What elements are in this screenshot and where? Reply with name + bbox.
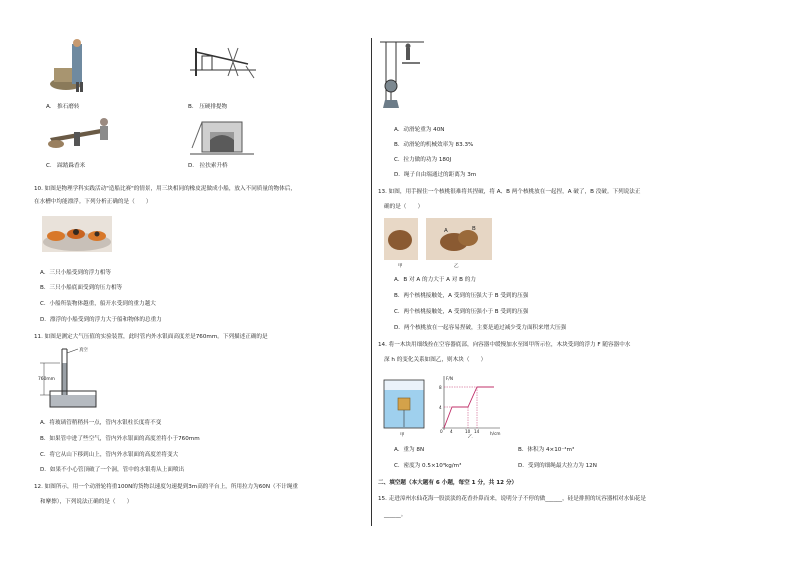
- axis-y-label: F/N: [446, 376, 453, 381]
- q12-option-c: C．拉力做的功为 180J: [394, 157, 452, 163]
- q14-option-c: C．密度为 0.5×10³kg/m³: [394, 463, 462, 469]
- label-walnut-a: A: [444, 228, 448, 234]
- q9-option-c: C. 踩踏跺香米: [46, 163, 86, 169]
- drawbridge-picture: [188, 118, 256, 156]
- q11-option-a: A．将玻璃管稍稍抖一点，管内水银柱长度将不变: [40, 420, 162, 426]
- millstone-picture: [46, 38, 92, 94]
- q10-option-c: C．小船所装物体越重，船开水受到的重力越大: [40, 301, 156, 307]
- q13-option-c: C．两个核桃接触处，A 受到的压强小于 B 受到的压强: [394, 309, 529, 315]
- rice-pounder-picture: [46, 116, 116, 150]
- q15-stem-1: 15. 走进漳州水仙花海一股淡淡的花香扑鼻而来，说明分子不停的做______，硅是排照的坑容器相对水仙花是: [378, 496, 646, 502]
- label-760mm: 760mm: [38, 377, 55, 382]
- tick-x14: 14: [474, 429, 480, 434]
- q13-option-a: A．B 对 A 的力大于 A 对 B 的力: [394, 277, 476, 283]
- q9-option-b: B. 压硬排提物: [188, 104, 228, 110]
- q13-option-b: B．两个核桃接触处，A 受到的压强大于 B 受到的压强: [394, 293, 529, 299]
- q9-option-a: A. 推石磨转: [46, 104, 80, 110]
- q14-option-a: A．重为 8N: [394, 447, 425, 453]
- tick-0: 0: [440, 429, 443, 434]
- q12-option-d: D．绳子自由端通过的距离为 3m: [394, 172, 477, 178]
- clay-boats-picture: [42, 216, 112, 252]
- q12-option-a: A．动滑轮重为 40N: [394, 127, 445, 133]
- label-graph-yi: 乙: [468, 435, 473, 438]
- q11-option-b: B．如果管中进了些空气，管内外水银面的高度差将小于760mm: [40, 436, 200, 442]
- axis-x-label: h/cm: [490, 431, 501, 436]
- q9-option-d: D. 拉扶索升桥: [188, 163, 228, 169]
- q12-stem-1: 12. 如图所示，用一个动滑轮将重100N的货物以速度匀速提到3m高的平台上，所用拉力为60N（不计绳重: [34, 484, 299, 490]
- label-yi: 乙: [454, 264, 459, 268]
- q11-option-c: C．将它从山下移到山上，管内外水银面的高度差将变大: [40, 452, 179, 458]
- q10-stem-1: 10. 如图是物理学科实践活动"造船比赛"的情景，用三块相同的橡皮泥做成小船，放入不同质量的物体后，: [34, 186, 296, 192]
- q14-stem-1: 14. 将一木块用细线拴在空容器底部，向容器中缓慢加水至图甲所示位，木块受到的浮力 F 随容器中水: [378, 342, 631, 348]
- q13-stem-1: 13. 如图，用手握住一个核桃很难将其捏破，将 A、B 两个核桃放在一起捏，A 破了，B 没破。下列说法正: [378, 189, 641, 195]
- label-beaker-jia: 甲: [400, 433, 405, 438]
- q14-option-d: D．受到的细绳最大拉力为 12N: [518, 463, 597, 469]
- q13-stem-2: 确的是（ ）: [384, 204, 424, 210]
- tick-x4: 4: [450, 429, 453, 434]
- pulley-diagram: [380, 40, 424, 120]
- q10-option-a: A．三只小船受到的浮力相等: [40, 270, 111, 276]
- tick-8: 8: [439, 385, 442, 390]
- q11-stem: 11. 如图是测定大气压值的实验装置，此时管内外水银面高度差是760mm。下列描述正确的是: [34, 334, 268, 340]
- q10-stem-2: 在水槽中均能漂浮。下列分析正确的是（ ）: [34, 199, 152, 205]
- q12-stem-2: 和摩擦），下列说法正确的是（ ）: [40, 499, 133, 505]
- q14-option-b: B．体积为 4×10⁻⁴m³: [518, 447, 575, 453]
- label-vacuum: 真空: [79, 348, 88, 353]
- section-two-heading: 二、填空题（本大题有 6 小题，每空 1 分，共 12 分）: [378, 480, 518, 486]
- tick-4: 4: [439, 405, 442, 410]
- q11-option-d: D．如果不小心管顶破了一个洞，管中的水银将从上面喷出: [40, 467, 185, 473]
- label-jia: 甲: [398, 264, 403, 268]
- force-depth-graph: [439, 376, 500, 438]
- press-lever-picture: [188, 42, 258, 82]
- label-walnut-b: B: [472, 226, 476, 232]
- walnut-picture: [384, 218, 494, 268]
- barometer-diagram: [38, 343, 108, 413]
- column-divider: [371, 38, 372, 526]
- buoyancy-diagrams: [382, 374, 502, 438]
- q12-option-b: B．动滑轮的机械效率为 83.3%: [394, 142, 474, 148]
- tick-x10: 10: [465, 429, 471, 434]
- q15-stem-2: ______。: [384, 512, 407, 518]
- q10-option-d: D．漂浮的小船受到的浮力大于船和物体的总重力: [40, 317, 162, 323]
- q13-option-d: D．两个核桃放在一起容易捏破，主要是通过减少受力面积来增大压强: [394, 325, 567, 331]
- q14-stem-2: 深 h 的变化关系如图乙，则木块（ ）: [384, 357, 487, 363]
- q10-option-b: B．三只小船底面受到的压力相等: [40, 285, 123, 291]
